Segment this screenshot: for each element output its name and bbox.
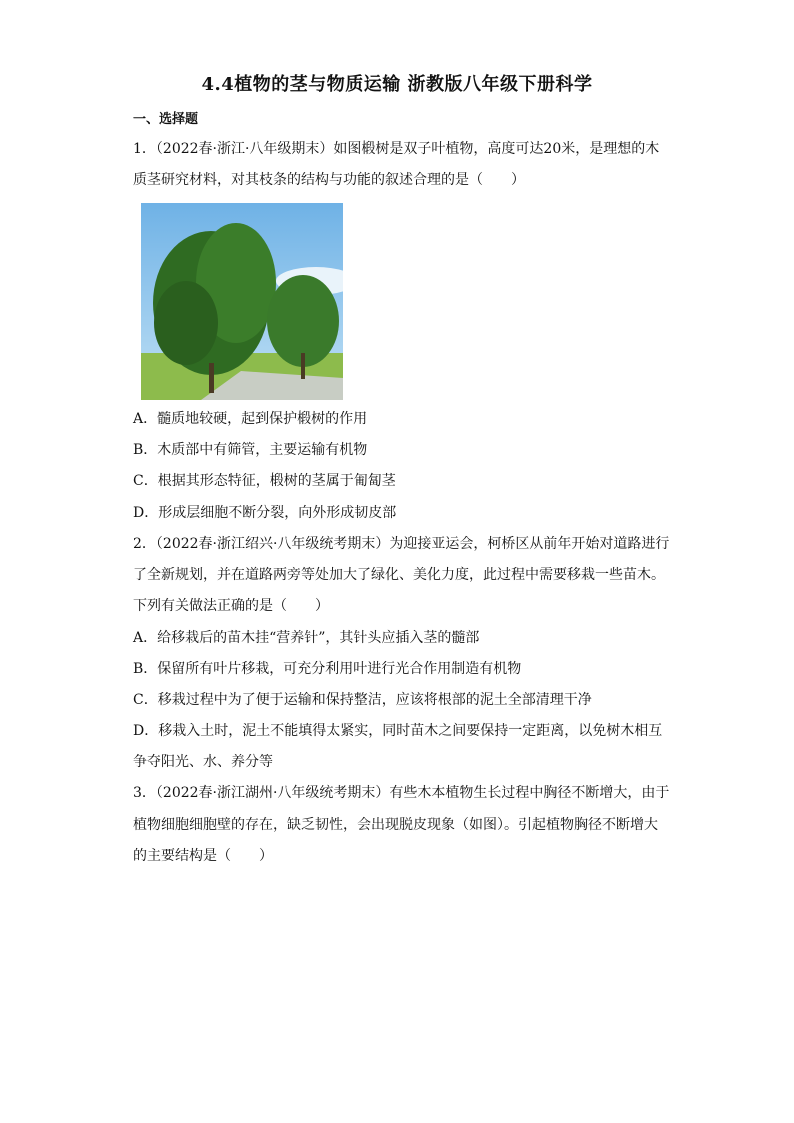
- q1-option-a: A．髓质地较硬，起到保护椴树的作用: [133, 411, 368, 427]
- q1-option-d: D．形成层细胞不断分裂，向外形成韧皮部: [133, 505, 397, 521]
- q2-option-d-line-2: 争夺阳光、水、养分等: [133, 754, 273, 770]
- q2-stem-line-1: 2．（2022春·浙江绍兴·八年级统考期末）为迎接亚运会，柯桥区从前年开始对道路进行: [133, 536, 670, 552]
- q2-option-b: B．保留所有叶片移栽，可充分利用叶进行光合作用制造有机物: [133, 661, 522, 677]
- q1-stem-line-2: 质茎研究材料，对其枝条的结构与功能的叙述合理的是（ ）: [133, 172, 525, 188]
- q1-option-b: B．木质部中有筛管，主要运输有机物: [133, 442, 368, 458]
- q1-option-c: C．根据其形态特征，椴树的茎属于匍匐茎: [133, 473, 396, 489]
- q2-option-c: C．移栽过程中为了便于运输和保持整洁，应该将根部的泥土全部清理干净: [133, 692, 592, 708]
- q3-stem-line-3: 的主要结构是（ ）: [133, 848, 273, 864]
- q1-stem-line-1: 1．（2022春·浙江·八年级期末）如图椴树是双子叶植物，高度可达20米，是理想的木: [133, 141, 660, 157]
- q3-stem-line-1: 3．（2022春·浙江湖州·八年级统考期末）有些木本植物生长过程中胸径不断增大，由于: [133, 785, 670, 801]
- q2-stem-line-3: 下列有关做法正确的是（ ）: [133, 598, 329, 614]
- q2-option-a: A．给移栽后的苗木挂“营养针”，其针头应插入茎的髓部: [133, 630, 480, 646]
- page-title: 4.4植物的茎与物质运输 浙教版八年级下册科学: [201, 74, 593, 95]
- q2-option-d-line-1: D．移栽入土时，泥土不能填得太紧实，同时苗木之间要保持一定距离，以免树木相互: [133, 723, 663, 739]
- q3-stem-line-2: 植物细胞细胞壁的存在，缺乏韧性，会出现脱皮现象（如图）。引起植物胸径不断增大: [133, 817, 658, 833]
- q2-stem-line-2: 了全新规划，并在道路两旁等处加大了绿化、美化力度，此过程中需要移栽一些苗木。: [133, 567, 665, 583]
- section-heading: 一、选择题: [133, 112, 199, 127]
- tree-photo: [141, 203, 343, 400]
